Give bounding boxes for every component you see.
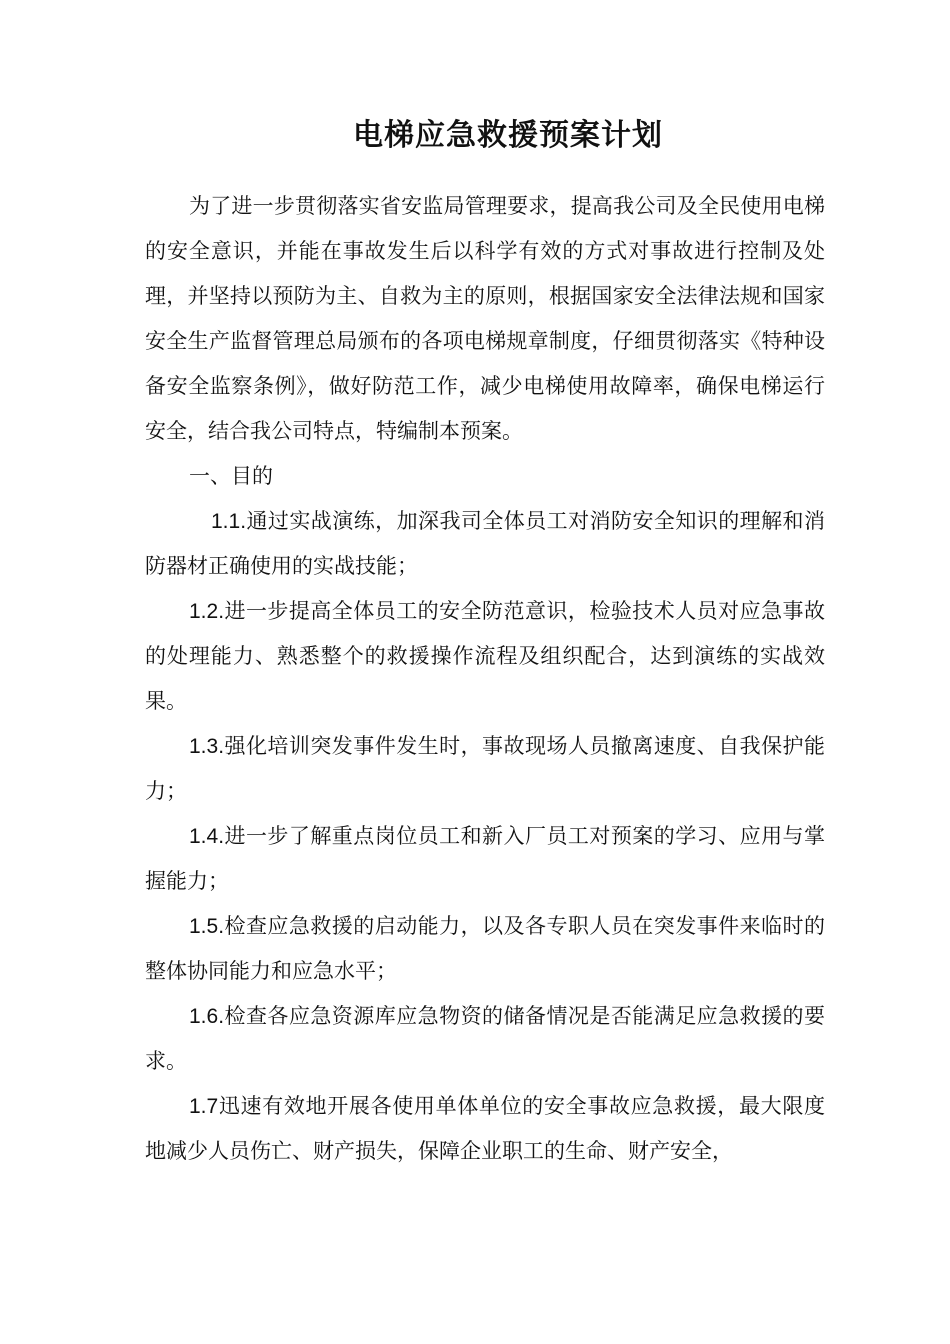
item-text: 通过实战演练，加深我司全体员工对消防安全知识的理解和消防器材正确使用的实战技能； xyxy=(145,509,825,578)
intro-paragraph: 为了进一步贯彻落实省安监局管理要求，提高我公司及全民使用电梯的安全意识，并能在事故发生后以科学有效的方式对事故进行控制及处理，并坚持以预防为主、自救为主的原则，根据国家安全法律法规和国家安全生产监督管理总局颁布的各项电梯规章制度，仔细贯彻落实《特种设备安全监察条例》，做好防范工作，减少电梯使用故障率，确保电梯运行安全，结合我公司特点，特编制本预案。 xyxy=(145,194,825,443)
list-item xyxy=(145,1084,825,1174)
list-item xyxy=(145,589,825,724)
item-text: 检查应急救援的启动能力，以及各专职人员在突发事件来临时的整体协同能力和应急水平； xyxy=(145,914,825,983)
item-number: 1.1. xyxy=(211,510,247,533)
item-number: 1.5. xyxy=(189,915,225,938)
item-number: 1.7 xyxy=(189,1095,219,1118)
section-heading: 一、目的 xyxy=(189,464,273,488)
item-text: 进一步了解重点岗位员工和新入厂员工对预案的学习、应用与掌握能力； xyxy=(145,824,825,893)
list-item xyxy=(145,499,825,589)
item-number: 1.2. xyxy=(189,600,225,623)
item-number: 1.6. xyxy=(189,1005,225,1028)
list-item xyxy=(145,814,825,904)
list-item xyxy=(145,724,825,814)
item-text: 迅速有效地开展各使用单体单位的安全事故应急救援，最大限度地减少人员伤亡、财产损失，保障企业职工的生命、财产安全， xyxy=(145,1094,825,1163)
item-text: 进一步提高全体员工的安全防范意识，检验技术人员对应急事故的处理能力、熟悉整个的救援操作流程及组织配合，达到演练的实战效果。 xyxy=(145,599,825,713)
list-item xyxy=(145,994,825,1084)
list-item xyxy=(145,904,825,994)
item-text: 检查各应急资源库应急物资的储备情况是否能满足应急救援的要求。 xyxy=(145,1004,825,1073)
item-text: 强化培训突发事件发生时，事故现场人员撤离速度、自我保护能力； xyxy=(145,734,825,803)
document-body xyxy=(145,184,825,1174)
item-number: 1.4. xyxy=(189,825,225,848)
document-title: 电梯应急救援预案计划 xyxy=(353,118,663,153)
item-number: 1.3. xyxy=(189,735,225,758)
